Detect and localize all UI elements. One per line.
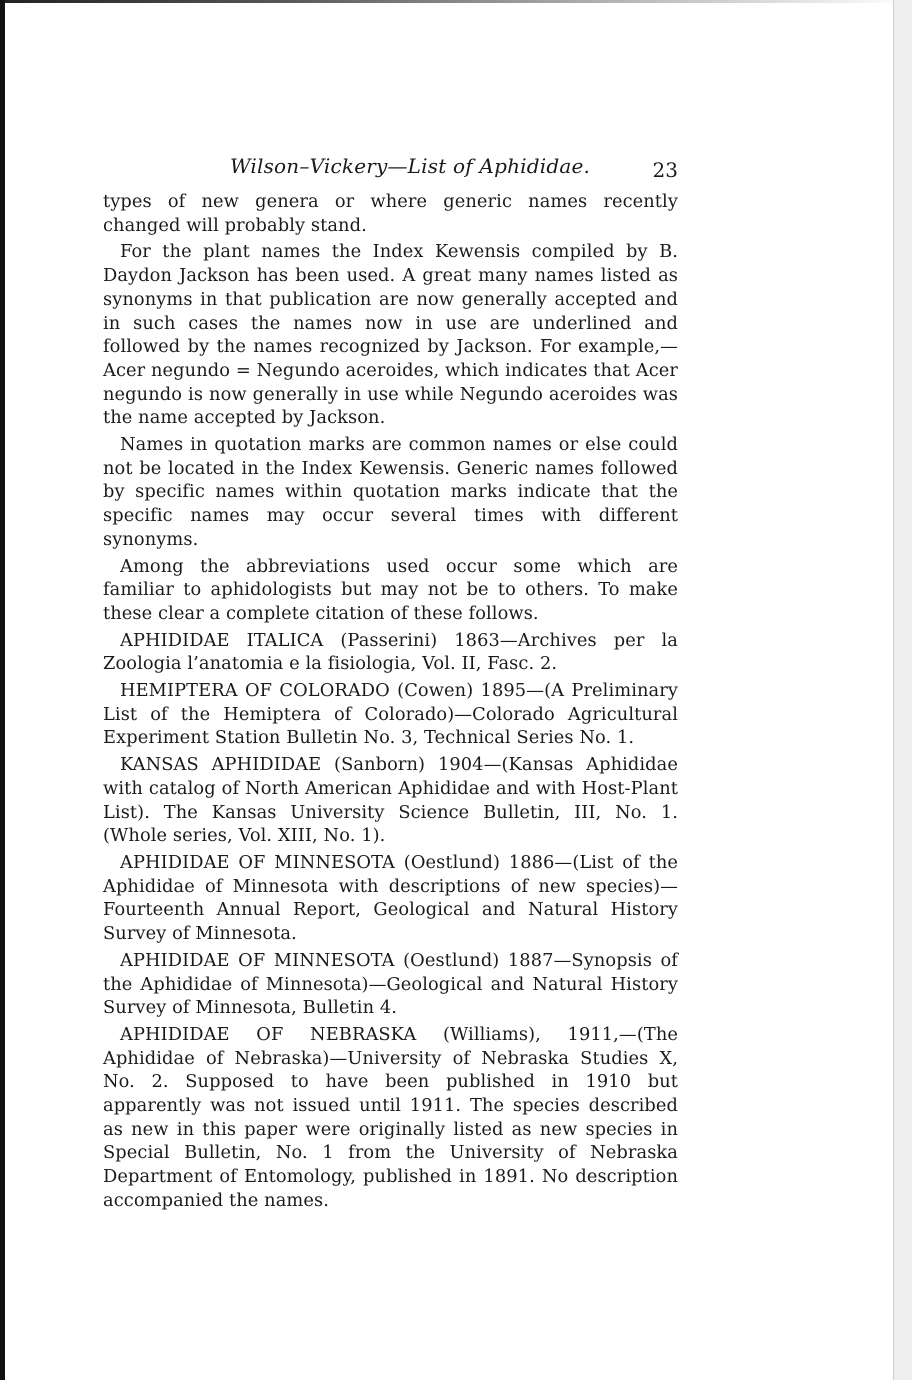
page-number: 23 xyxy=(652,158,678,182)
paragraph-abbreviations: Among the abbreviations used occur some which are familiar to aphidologists but may not be to others. To make these clear a complete citation of these follows. xyxy=(103,555,678,624)
running-head xyxy=(103,150,678,190)
citation-kansas-aphididae: KANSAS APHIDIDAE (Sanborn) 1904—(Kansas Aphididae with catalog of North American Aphididae and with Host-Plant List). The Kansas University Science Bulletin, III, No. 1. (Whole series, Vol. XIII, No. 1). xyxy=(103,754,678,847)
paragraph-continuation: types of new genera or where generic names recently changed will probably stand. xyxy=(103,191,678,236)
citation-minnesota-1886: APHIDIDAE OF MINNESOTA (Oestlund) 1886—(List of the Aphididae of Minnesota with descriptions of new species)—Fourteenth Annual Report, Geological and Natural History Survey of Minnesota. xyxy=(103,851,678,945)
paragraph-plant-names: For the plant names the Index Kewensis compiled by B. Daydon Jackson has been used. A great many names listed as synonyms in that publication are now generally accepted and in such cases the names now in use are underlined and followed by the names recognized by Jackson. For example,—Acer negundo = Negundo aceroides, which indicates that Acer negundo is now generally in use while Negundo aceroides was the name accepted by Jackson. xyxy=(103,241,678,429)
citation-nebraska-1911: APHIDIDAE OF NEBRASKA (Williams), 1911,—(The Aphididae of Nebraska)—University of Nebraska Studies X, No. 2. Supposed to have been published in 1910 but apparently was not issued until 1911. The species described as new in this paper were originally listed as new species in Special Bulletin, No. 1 from the University of Nebraska Department of Entomology, published in 1891. No description accompanied the names. xyxy=(103,1023,678,1211)
book-page xyxy=(103,150,678,1216)
citation-hemiptera-colorado: HEMIPTERA OF COLORADO (Cowen) 1895—(A Preliminary List of the Hemiptera of Colorado)—Colorado Agricultural Experiment Station Bulletin No. 3, Technical Series No. 1. xyxy=(103,680,678,749)
running-title: Wilson–Vickery—List of Aphididae. xyxy=(230,154,591,178)
page-right-edge xyxy=(893,0,912,1380)
scan-left-border xyxy=(0,0,5,1380)
paragraph-quotation-marks: Names in quotation marks are common names or else could not be located in the Index Kewensis. Generic names followed by specific names within quotation marks indicate that the specific names may occur several times with different synonyms. xyxy=(103,434,678,550)
citation-aphididae-italica: APHIDIDAE ITALICA (Passerini) 1863—Archives per la Zoologia l’anatomia e la fisiologia, Vol. II, Fasc. 2. xyxy=(103,629,678,675)
citation-minnesota-1887: APHIDIDAE OF MINNESOTA (Oestlund) 1887—Synopsis of the Aphididae of Minnesota)—Geological and Natural History Survey of Minnesota, Bulletin 4. xyxy=(103,949,678,1019)
body-text xyxy=(103,190,678,1213)
scan-top-border xyxy=(0,0,912,3)
